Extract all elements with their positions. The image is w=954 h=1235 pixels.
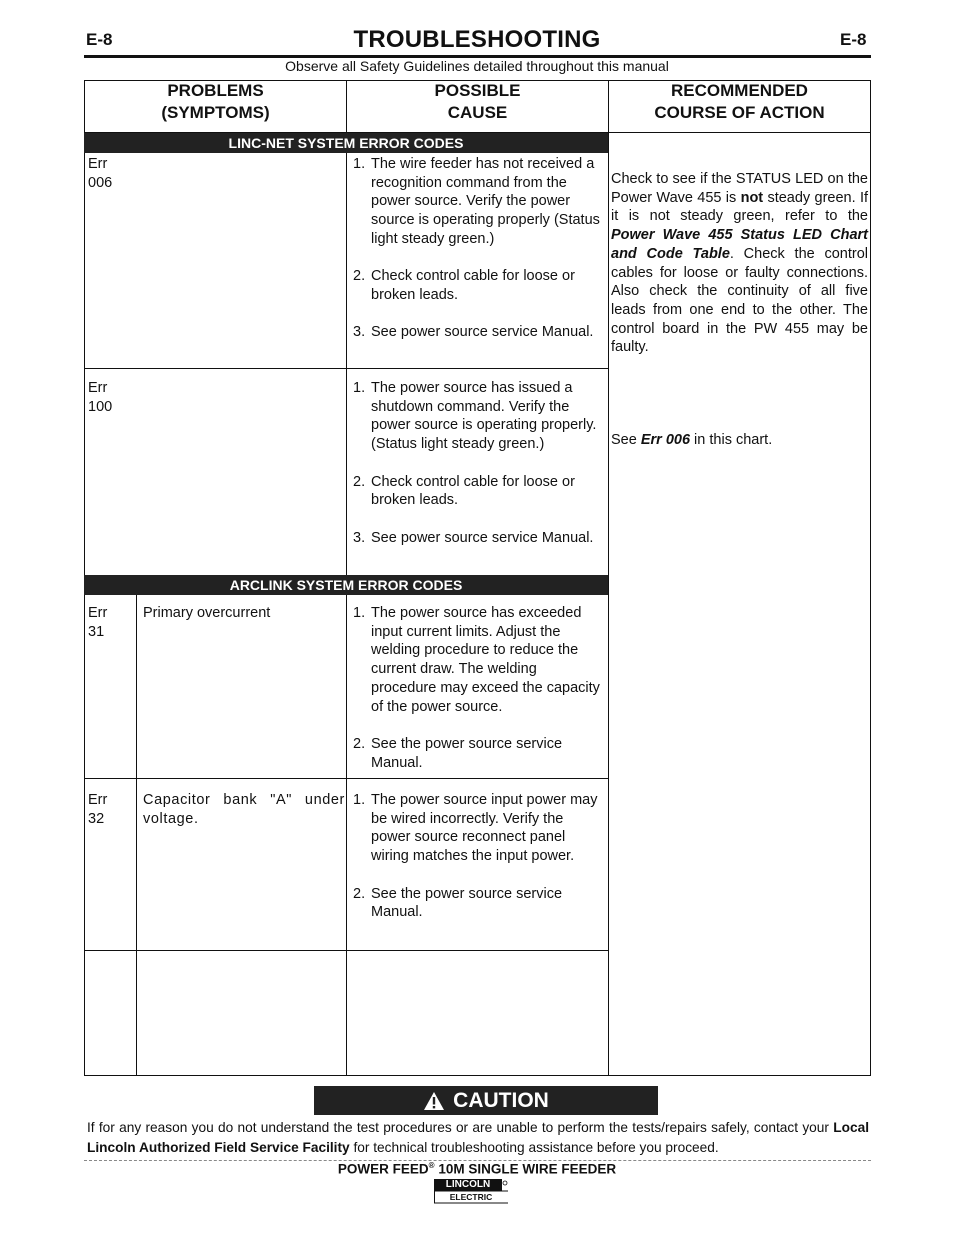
symptom-err32: Capacitor bank "A" under voltage.	[143, 792, 345, 827]
action-err006	[611, 170, 868, 357]
cause-text: The power source has exceeded input current limits. Adjust the welding procedure to reduce the current draw. The welding procedure may exceed the capacity of the power source.	[371, 605, 600, 715]
cause-item	[353, 885, 598, 922]
cause-text: See the power source service Manual.	[371, 735, 563, 771]
page-title: TROUBLESHOOTING	[353, 26, 601, 53]
cause-number: 1.	[353, 605, 366, 621]
cause-text: See the power source service Manual.	[371, 885, 563, 921]
cause-list-err100	[353, 379, 605, 547]
logo-bottom-text: ELECTRIC	[449, 1192, 493, 1202]
error-code-err006: Err 006	[88, 156, 113, 191]
row-separator	[84, 778, 608, 779]
cause-list-err006	[353, 155, 603, 342]
cause-text: Check control cable for loose or broken leads.	[371, 473, 575, 509]
caution-label: CAUTION	[453, 1088, 549, 1112]
action-reference: Err 006	[640, 432, 691, 448]
cause-text: See power source service Manual.	[371, 529, 594, 546]
cause-item	[353, 735, 603, 772]
cause-list-err32	[353, 791, 598, 922]
column-header-action	[609, 80, 870, 124]
column-header-line: CAUSE	[447, 103, 508, 122]
cause-number: 2.	[353, 885, 366, 902]
cause-number: 2.	[353, 268, 366, 285]
error-code-err31: Err 31	[88, 605, 108, 640]
cause-text: The power source input power may be wired incorrectly. Verify the power source reconnect panel wiring matches the input power.	[371, 792, 598, 865]
cause-item	[353, 267, 603, 304]
cause-number: 1.	[353, 792, 366, 808]
table-right-border	[870, 80, 871, 1076]
table-bottom-border	[84, 1075, 871, 1076]
section-bar-arclink: ARCLINK SYSTEM ERROR CODES	[84, 575, 608, 595]
action-text: in this chart.	[690, 432, 773, 448]
symptom-err31: Primary overcurrent	[143, 605, 271, 621]
cause-number: 2.	[353, 735, 366, 752]
action-text: steady green. If it is not steady green, refer to the	[611, 189, 869, 225]
col-divider-symptom	[136, 595, 137, 1076]
cause-number: 3.	[353, 324, 366, 341]
action-text: See	[611, 432, 641, 448]
column-header-line: PROBLEMS	[167, 81, 264, 100]
row-separator	[84, 368, 608, 369]
cause-item	[353, 379, 605, 454]
caution-text-part: If for any reason you do not understand the test procedures or are unable to perform the tests/repairs safely, contact your	[87, 1120, 834, 1135]
cause-text: Check control cable for loose or broken leads.	[371, 268, 575, 303]
lincoln-electric-logo	[434, 1178, 508, 1205]
cause-item	[353, 323, 603, 342]
caution-banner	[314, 1086, 658, 1115]
safety-note: Observe all Safety Guidelines detailed throughout this manual	[285, 58, 669, 74]
column-header-problems	[85, 80, 346, 124]
action-err100	[611, 431, 868, 450]
cause-item	[353, 473, 605, 510]
caution-text	[87, 1118, 869, 1158]
cause-text: See power source service Manual.	[371, 324, 594, 341]
action-emphasis: not	[740, 189, 764, 206]
col-divider-action	[608, 80, 609, 1076]
error-code-err100: Err 100	[88, 380, 113, 415]
footer-product-part: POWER FEED	[337, 1161, 429, 1177]
cause-item	[353, 529, 605, 548]
warning-triangle-icon	[423, 1091, 445, 1111]
action-text: . Check the control cables for loose or faulty connections. Also check the continuity of all five leads from one end to the other. The control board in the PW 455 may be faulty.	[611, 245, 868, 356]
cause-text: The wire feeder has not received a recognition command from the power source. Verify the power source is operating properly (Status light steady green.)	[371, 156, 600, 247]
error-code-err32: Err 32	[88, 792, 108, 827]
cause-number: 1.	[353, 156, 366, 172]
column-header-line: RECOMMENDED	[671, 81, 808, 100]
caution-contact: Local Lincoln Authorized Field Service Facility	[87, 1120, 869, 1155]
column-header-line: COURSE OF ACTION	[654, 103, 825, 122]
action-reference: Power Wave 455 Status LED Chart and Code Table	[611, 227, 868, 262]
page-code-right: E-8	[840, 30, 867, 49]
column-header-line: (SYMPTOMS)	[161, 103, 270, 122]
footer-product-name	[0, 1161, 954, 1177]
logo-top-text: LINCOLN	[445, 1179, 491, 1190]
cause-item	[353, 791, 598, 866]
cause-item	[353, 604, 603, 716]
cause-number: 1.	[353, 380, 366, 396]
cause-list-err31	[353, 604, 603, 772]
section-bar-linc-net: LINC-NET SYSTEM ERROR CODES	[84, 133, 608, 153]
caution-text-part: for technical troubleshooting assistance before you proceed.	[349, 1140, 719, 1155]
cause-number: 2.	[353, 473, 366, 490]
column-header-line: POSSIBLE	[434, 81, 521, 100]
action-text: Check to see if the STATUS LED on the Power Wave 455 is	[611, 171, 868, 206]
registered-mark: ®	[428, 1161, 435, 1170]
page-code-left: E-8	[86, 30, 113, 49]
cause-item	[353, 155, 603, 249]
column-header-cause	[347, 80, 608, 124]
cause-number: 3.	[353, 529, 366, 546]
cause-text: The power source has issued a shutdown command. Verify the power source is operating properly. (Status light steady green.)	[371, 380, 597, 453]
footer-product-part: 10M SINGLE WIRE FEEDER	[434, 1161, 617, 1177]
row-separator	[84, 950, 608, 951]
